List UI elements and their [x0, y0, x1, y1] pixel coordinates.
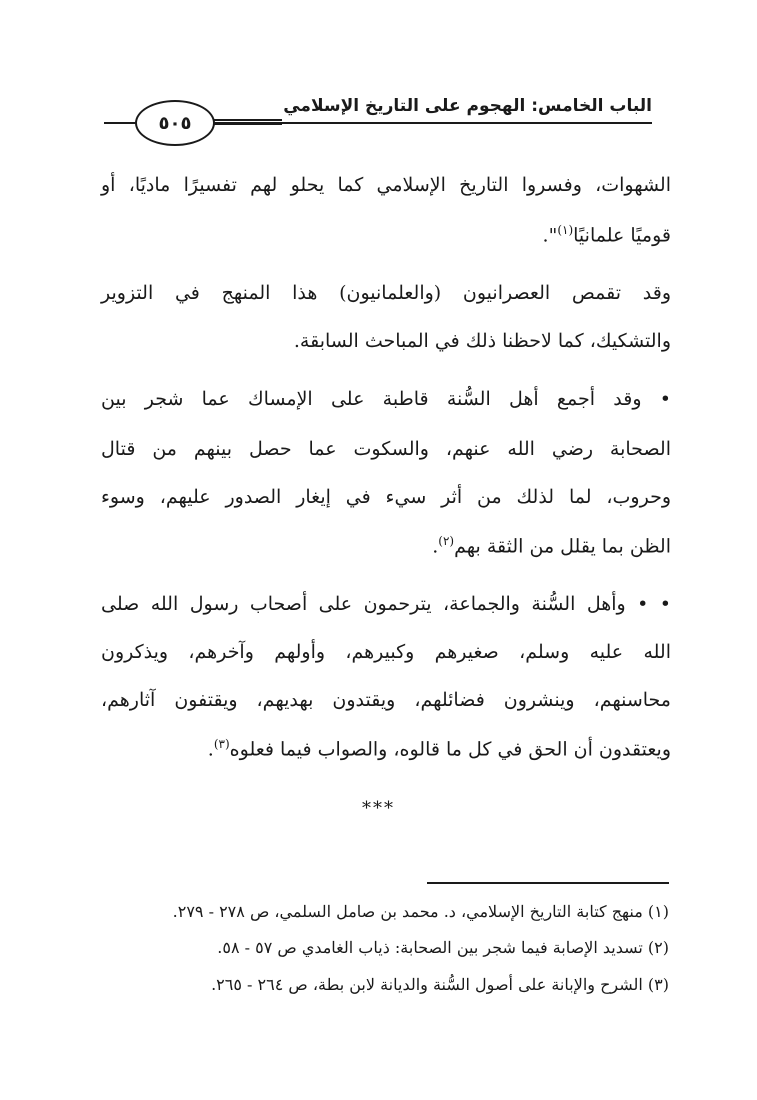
body-line-text: ويعتقدون أن الحق في كل ما قالوه، والصواب فيما فعلوه	[229, 738, 671, 761]
footnote-ref: (٣)	[213, 737, 230, 751]
footnote-rule	[427, 882, 669, 884]
section-separator: ***	[362, 798, 395, 819]
line-ending: .	[432, 535, 439, 558]
body-line-text: الظن بما يقلل من الثقة بهم	[454, 535, 671, 558]
page-number-rule-thin	[212, 124, 282, 125]
body-line: الشهوات، وفسروا التاريخ الإسلامي كما يحلو لهم تفسيرًا ماديًا، أو	[101, 174, 671, 196]
body-line: والتشكيك، كما لاحظنا ذلك في المباحث السابقة.	[293, 330, 671, 352]
page-number: ٥٠٥	[158, 112, 192, 134]
footnote: (١) منهج كتابة التاريخ الإسلامي، د. محمد بن صامل السلمي، ص ٢٧٨ - ٢٧٩.	[172, 902, 669, 921]
body-line: • • وأهل السُّنة والجماعة، يترحمون على أصحاب رسول الله صلى	[101, 593, 671, 615]
footnote: (٣) الشرح والإبانة على أصول السُّنة والديانة لابن بطة، ص ٢٦٤ - ٢٦٥.	[211, 975, 669, 994]
body-line	[101, 224, 671, 245]
body-line	[101, 535, 671, 556]
body-line	[101, 738, 671, 759]
body-line-text: قوميًا علمانيًا	[573, 224, 671, 247]
footnote: (٢) تسديد الإصابة فيما شجر بين الصحابة: ذياب الغامدي ص ٥٧ - ٥٨.	[217, 938, 669, 957]
line-ending: .	[207, 738, 214, 761]
chapter-header-title: الباب الخامس: الهجوم على التاريخ الإسلامي	[283, 96, 652, 116]
body-line: الله عليه وسلم، صغيرهم وكبيرهم، وأولهم وآخرهم، ويذكرون	[101, 641, 671, 663]
body-line: الصحابة رضي الله عنهم، والسكوت عما حصل بينهم من قتال	[101, 438, 671, 460]
body-line: محاسنهم، وينشرون فضائلهم، ويقتدون بهديهم، ويقتفون آثارهم،	[101, 689, 671, 711]
footnote-ref: (١)	[557, 223, 574, 237]
body-line: وحروب، لما لذلك من أثر سيء في إيغار الصدور عليهم، وسوء	[101, 486, 671, 508]
body-line: • وقد أجمع أهل السُّنة قاطبة على الإمساك عما شجر بين	[101, 388, 671, 410]
line-ending: ".	[542, 224, 558, 247]
page-number-rule	[212, 119, 282, 121]
body-line: وقد تقمص العصرانيون (والعلمانيون) هذا المنهج في التزوير	[101, 282, 671, 304]
page-number-badge	[135, 100, 215, 146]
footnote-ref: (٢)	[438, 534, 455, 548]
